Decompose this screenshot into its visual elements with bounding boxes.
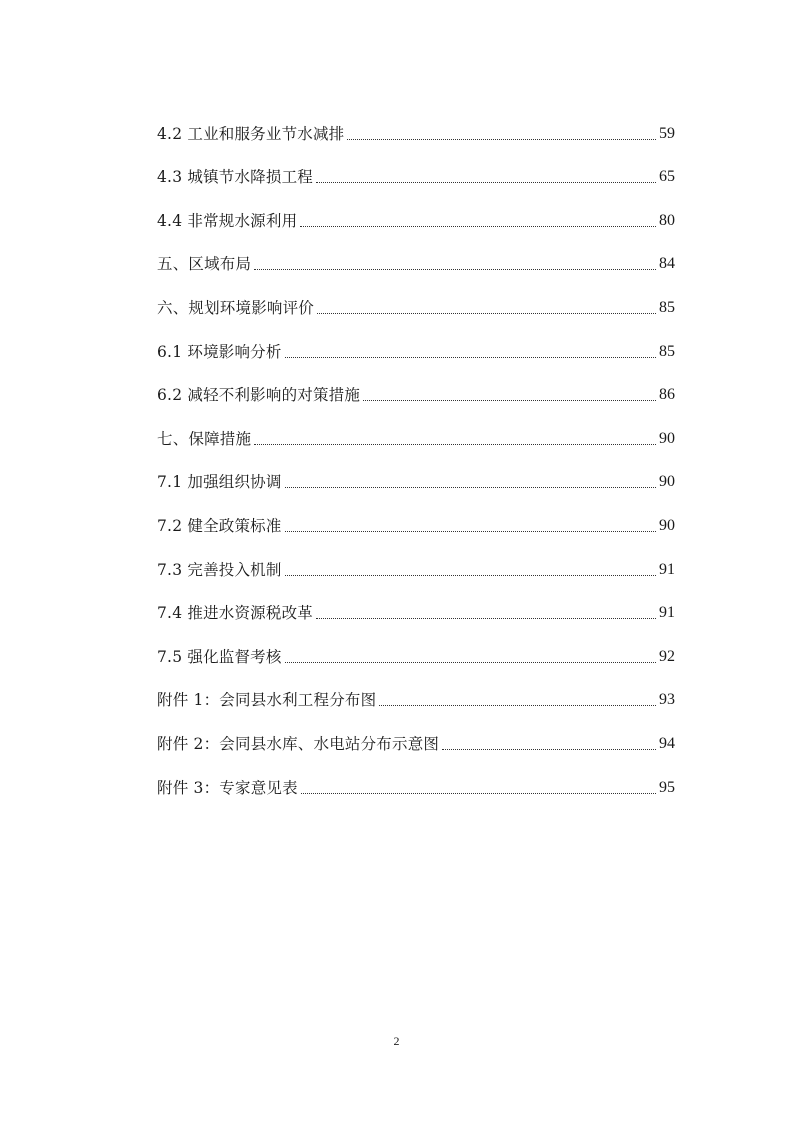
toc-entry-label: 附件 2：会同县水库、水电站分布示意图 [157,734,440,753]
toc-entry-label: 6.2 减轻不利影响的对策措施 [157,386,361,405]
toc-entry-label: 7.3 完善投入机制 [157,560,282,579]
toc-dot-leader [301,793,656,794]
toc-dot-leader [316,618,656,619]
toc-entry-label: 6.1 环境影响分析 [157,342,282,361]
toc-dot-leader [254,269,656,270]
toc-entry[interactable] [157,409,675,453]
toc-entry[interactable] [157,671,675,715]
toc-entry-label: 7.2 健全政策标准 [157,516,282,535]
toc-dot-leader [363,400,656,401]
toc-entry-page: 95 [659,778,675,796]
toc-entry[interactable] [157,366,675,410]
toc-dot-leader [254,444,656,445]
toc-entry[interactable] [157,191,675,235]
toc-entry-label: 4.3 城镇节水降损工程 [157,168,313,187]
toc-entry-page: 85 [659,342,675,360]
toc-entry-label: 7.4 推进水资源税改革 [157,604,313,623]
toc-dot-leader [285,487,656,488]
toc-entry-page: 59 [659,124,675,142]
toc-entry[interactable] [157,322,675,366]
toc-entry-page: 85 [659,298,675,316]
toc-entry[interactable] [157,148,675,192]
toc-entry-label: 七、保障措施 [157,429,252,448]
toc-dot-leader [379,705,656,706]
toc-entry[interactable] [157,453,675,497]
toc-entry-page: 90 [659,473,675,491]
toc-dot-leader [316,182,656,183]
toc-entry-page: 92 [659,647,675,665]
toc-dot-leader [317,313,656,314]
toc-entry-label: 附件 1：会同县水利工程分布图 [157,691,377,710]
toc-entry-page: 93 [659,691,675,709]
toc-dot-leader [285,531,656,532]
toc-entry-label: 4.2 工业和服务业节水减排 [157,124,345,143]
toc-entry[interactable] [157,627,675,671]
toc-dot-leader [347,139,656,140]
toc-dot-leader [300,226,656,227]
toc-entry-page: 91 [659,560,675,578]
toc-entry[interactable] [157,758,675,802]
page-number: 2 [393,1034,400,1048]
toc-entry[interactable] [157,584,675,628]
toc-entry-page: 86 [659,386,675,404]
toc-entry[interactable] [157,714,675,758]
toc-dot-leader [285,662,656,663]
toc-entry-label: 7.1 加强组织协调 [157,473,282,492]
toc-entry-page: 80 [659,211,675,229]
toc-entry-label: 附件 3：专家意见表 [157,778,298,797]
toc-dot-leader [442,749,656,750]
toc-entry-label: 五、区域布局 [157,255,252,274]
toc-dot-leader [285,357,656,358]
toc-entry[interactable] [157,235,675,279]
toc-entry[interactable] [157,496,675,540]
toc-entry-page: 84 [659,255,675,273]
toc-dot-leader [285,575,656,576]
toc-entry[interactable] [157,278,675,322]
toc-entry-page: 65 [659,168,675,186]
toc-entry[interactable] [157,104,675,148]
toc-entry-page: 90 [659,429,675,447]
toc-entry-page: 94 [659,734,675,752]
toc-entry[interactable] [157,540,675,584]
toc-entry-label: 4.4 非常规水源利用 [157,211,298,230]
toc-entry-page: 91 [659,604,675,622]
toc-entry-label: 7.5 强化监督考核 [157,647,282,666]
table-of-contents [157,104,675,802]
toc-entry-label: 六、规划环境影响评价 [157,298,315,317]
toc-entry-page: 90 [659,516,675,534]
